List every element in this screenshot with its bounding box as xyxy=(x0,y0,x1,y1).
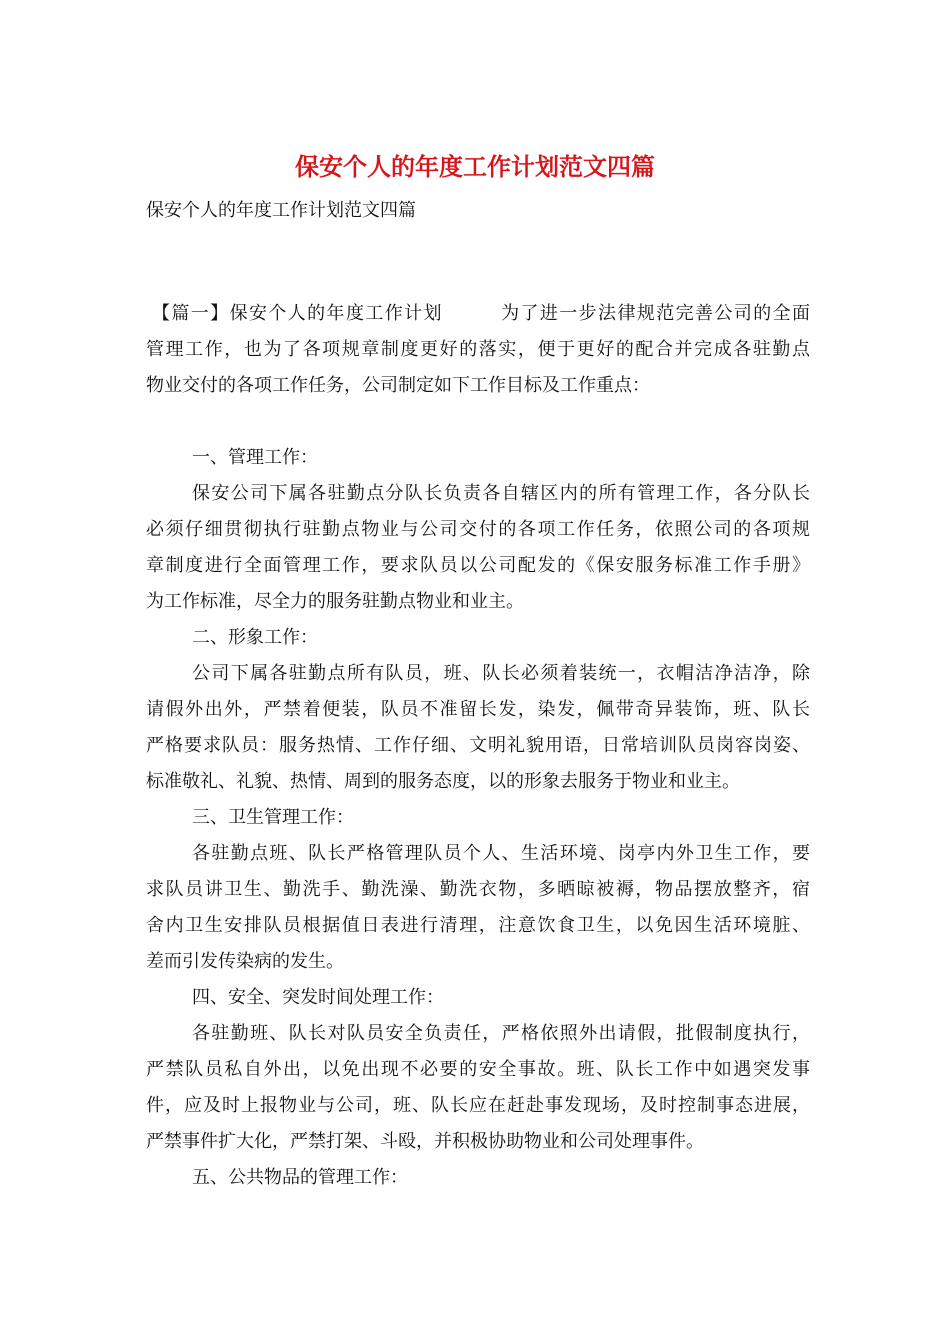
section-heading: 五、公共物品的管理工作： xyxy=(192,1167,408,1188)
paragraph-line: 求队员讲卫生、勤洗手、勤洗澡、勤洗衣物，多晒晾被褥，物品摆放整齐，宿 xyxy=(146,879,810,900)
document-body xyxy=(146,296,810,1196)
paragraph-line: 差而引发传染病的发生。 xyxy=(146,951,344,972)
paragraph-line: 物业交付的各项工作任务，公司制定如下工作目标及工作重点： xyxy=(146,375,650,396)
paragraph-line: 件，应及时上报物业与公司，班、队长应在赶赴事发现场，及时控制事态进展， xyxy=(146,1095,810,1116)
paragraph-line: 保安公司下属各驻勤点分队长负责各自辖区内的所有管理工作，各分队长 xyxy=(192,483,810,504)
section-heading: 二、形象工作： xyxy=(192,627,318,648)
paragraph-line: 管理工作，也为了各项规章制度更好的落实，便于更好的配合并完成各驻勤点 xyxy=(146,339,810,360)
paragraph-line: 请假外出外，严禁着便装，队员不准留长发，染发，佩带奇异装饰，班、队长 xyxy=(146,699,810,720)
section-heading: 三、卫生管理工作： xyxy=(192,807,354,828)
paragraph-line: 各驻勤班、队长对队员安全负责任，严格依照外出请假，批假制度执行， xyxy=(192,1023,810,1044)
paragraph-line: 舍内卫生安排队员根据值日表进行清理，注意饮食卫生，以免因生活环境脏、 xyxy=(146,915,810,936)
paragraph-line: 公司下属各驻勤点所有队员，班、队长必须着装统一，衣帽洁净洁净，除 xyxy=(192,663,810,684)
section-heading: 一、管理工作： xyxy=(192,447,318,468)
document-title: 保安个人的年度工作计划范文四篇 xyxy=(295,152,655,181)
paragraph-line: 章制度进行全面管理工作，要求队员以公司配发的《保安服务标准工作手册》 xyxy=(146,555,810,576)
paragraph-line: 严格要求队员：服务热情、工作仔细、文明礼貌用语，日常培训队员岗容岗姿、 xyxy=(146,735,810,756)
paragraph-line: 标准敬礼、礼貌、热情、周到的服务态度，以的形象去服务于物业和业主。 xyxy=(146,771,740,792)
paragraph-line: 为工作标准，尽全力的服务驻勤点物业和业主。 xyxy=(146,591,524,612)
paragraph-line: 各驻勤点班、队长严格管理队员个人、生活环境、岗亭内外卫生工作，要 xyxy=(192,843,810,864)
paragraph-line: 严禁队员私自外出，以免出现不必要的安全事故。班、队长工作中如遇突发事 xyxy=(146,1059,810,1080)
paragraph-line: 【篇一】保安个人的年度工作计划 为了进一步法律规范完善公司的全面 xyxy=(152,303,810,324)
paragraph-line: 严禁事件扩大化，严禁打架、斗殴，并积极协助物业和公司处理事件。 xyxy=(146,1131,704,1152)
document-subtitle: 保安个人的年度工作计划范文四篇 xyxy=(146,200,416,221)
paragraph-line: 必须仔细贯彻执行驻勤点物业与公司交付的各项工作任务，依照公司的各项规 xyxy=(146,519,810,540)
section-heading: 四、安全、突发时间处理工作： xyxy=(192,987,444,1008)
